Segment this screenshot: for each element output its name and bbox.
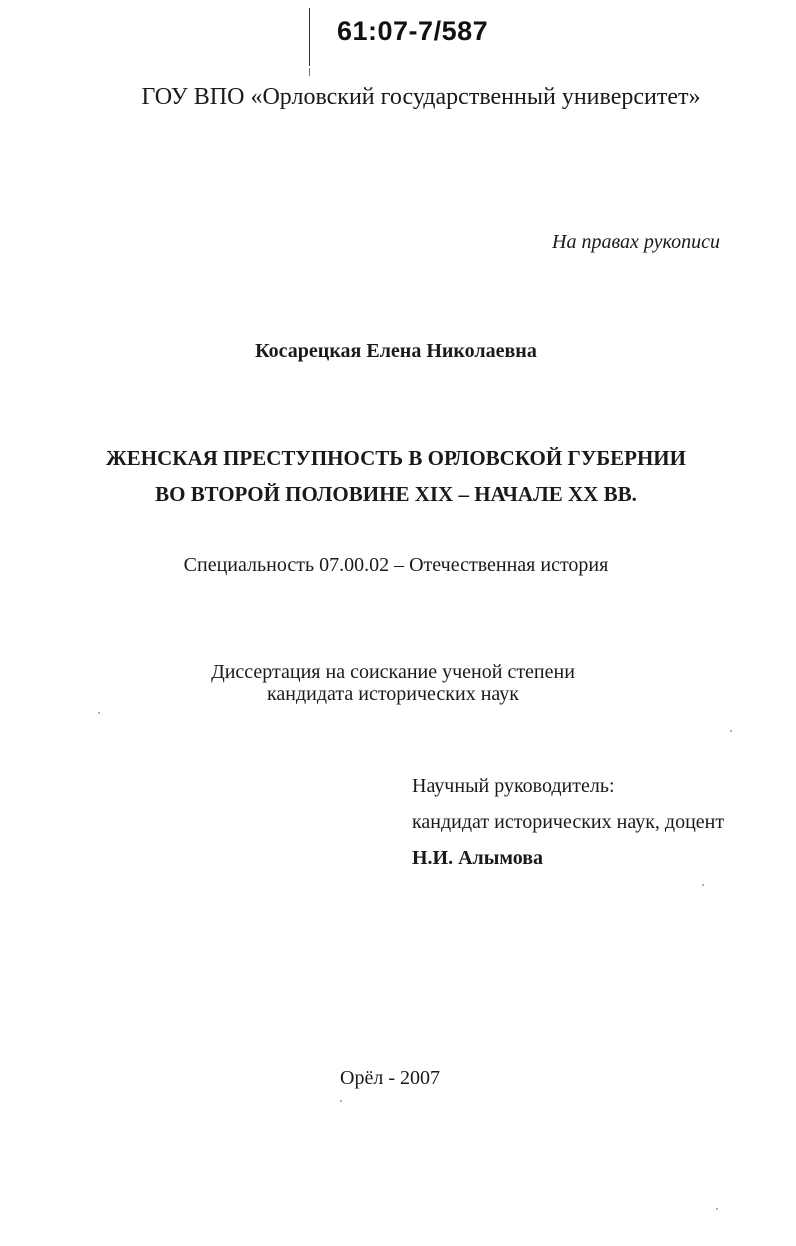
scan-margin-line-fragment bbox=[309, 68, 310, 76]
city-year: Орёл - 2007 bbox=[340, 1067, 440, 1089]
specialty: Специальность 07.00.02 – Отечественная история bbox=[183, 554, 609, 576]
dissertation-title-line-1: ЖЕНСКАЯ ПРЕСТУПНОСТЬ В ОРЛОВСКОЙ ГУБЕРНИИ bbox=[106, 446, 686, 470]
supervisor-label: Научный руководитель: bbox=[412, 775, 615, 797]
scan-speck bbox=[340, 1100, 342, 1102]
manuscript-note: На правах рукописи bbox=[552, 231, 720, 253]
scan-speck bbox=[98, 712, 100, 714]
supervisor-degree: кандидат исторических наук, доцент bbox=[412, 811, 725, 833]
degree-line-2: кандидата исторических наук bbox=[266, 683, 520, 705]
institution-name: ГОУ ВПО «Орловский государственный университет» bbox=[141, 84, 701, 110]
author-name: Косарецкая Елена Николаевна bbox=[255, 340, 537, 362]
supervisor-name: Н.И. Алымова bbox=[412, 847, 544, 869]
scan-margin-line bbox=[309, 8, 310, 66]
dissertation-title-line-2: ВО ВТОРОЙ ПОЛОВИНЕ XIX – НАЧАЛЕ XX ВВ. bbox=[155, 482, 637, 506]
scan-speck bbox=[716, 1208, 718, 1210]
scan-speck bbox=[702, 884, 704, 886]
catalog-number: 61:07-7/587 bbox=[337, 16, 489, 46]
degree-line-1: Диссертация на соискание ученой степени bbox=[211, 661, 575, 683]
scan-speck bbox=[730, 730, 732, 732]
